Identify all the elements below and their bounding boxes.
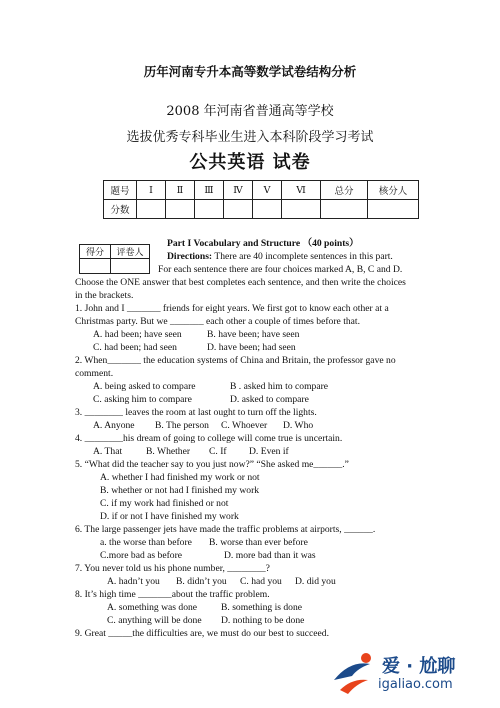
- grader-table-empty-cell: [111, 259, 150, 274]
- score-table-cell: 题号: [104, 181, 137, 200]
- question-stem: 4. ________his dream of going to college will come true is uncertain.: [75, 433, 343, 444]
- answer-option: C.more bad as before: [100, 550, 183, 561]
- score-table-cell: Ⅲ: [195, 181, 224, 200]
- answer-option: B. Whether: [146, 446, 191, 457]
- directions-line: in the brackets.: [75, 290, 134, 301]
- answer-option: B. something is done: [221, 602, 303, 613]
- answer-option: A. whether I had finished my work or not: [100, 472, 260, 483]
- directions-line: [167, 251, 393, 264]
- grader-table-cell: 评卷人: [111, 245, 150, 259]
- answer-option: a. the worse than before: [100, 537, 192, 548]
- score-table-empty-cell: [368, 200, 419, 219]
- question-stem: comment.: [75, 368, 114, 379]
- score-table-empty-cell: [253, 200, 282, 219]
- answer-option: D. Even if: [249, 446, 289, 457]
- score-table-cell: 核分人: [368, 181, 419, 200]
- directions-text: There are 40 incomplete sentences in this part.: [212, 251, 393, 262]
- exam-year-title: 2008 年河南省普通高等学校: [166, 104, 334, 119]
- answer-option: B. have been; have seen: [207, 329, 300, 340]
- watermark-brand: 爱 · 尬聊: [382, 656, 456, 677]
- grader-table-empty-cell: [80, 259, 111, 274]
- directions-line: For each sentence there are four choices marked A, B, C and D.: [158, 264, 403, 275]
- answer-option: D. if or not I have finished my work: [100, 511, 239, 522]
- exam-name-title: 选拔优秀专科毕业生进入本科阶段学习考试: [126, 130, 374, 145]
- answer-option: B. didn’t you: [176, 576, 227, 587]
- answer-option: A. being asked to compare: [93, 381, 196, 392]
- answer-option: A. Anyone: [93, 420, 135, 431]
- answer-option: C. asking him to compare: [93, 394, 192, 405]
- subject-title: 公共英语 试卷: [189, 152, 311, 173]
- answer-option: A. hadn’t you: [107, 576, 160, 587]
- question-stem: 5. “What did the teacher say to you just now?” “She asked me______.”: [75, 459, 349, 470]
- answer-option: A. something was done: [107, 602, 198, 613]
- score-table-empty-cell: [166, 200, 195, 219]
- score-table-cell: Ⅴ: [253, 181, 282, 200]
- question-stem: 9. Great _____the difficulties are, we must do our best to succeed.: [75, 628, 329, 639]
- answer-option: B. worse than ever before: [209, 537, 308, 548]
- score-table-score-row: [104, 200, 419, 219]
- question-stem: 3. ________ leaves the room at last ought to turn off the lights.: [75, 407, 317, 418]
- answer-option: C. if my work had finished or not: [100, 498, 229, 509]
- score-table-empty-cell: [321, 200, 368, 219]
- score-table-cell: Ⅵ: [282, 181, 321, 200]
- score-table-cell: Ⅳ: [224, 181, 253, 200]
- runner-icon: [330, 650, 380, 696]
- answer-option: B . asked him to compare: [230, 381, 329, 392]
- answer-option: D. did you: [295, 576, 336, 587]
- question-stem: 8. It’s high time _______about the traffic problem.: [75, 589, 270, 600]
- answer-option: D. Who: [283, 420, 314, 431]
- answer-option: B. The person: [155, 420, 209, 431]
- answer-option: C. anything will be done: [107, 615, 202, 626]
- score-table-empty-cell: [137, 200, 166, 219]
- question-stem: Christmas party. But we _______ each other a couple of times before that.: [75, 316, 360, 327]
- grader-table-cell: 得分: [80, 245, 111, 259]
- answer-option: D. have been; had seen: [207, 342, 296, 353]
- answer-option: D. nothing to be done: [221, 615, 305, 626]
- answer-option: C. Whoever: [221, 420, 268, 431]
- score-table-empty-cell: [282, 200, 321, 219]
- answer-option: C. had been; had seen: [93, 342, 177, 353]
- score-table-empty-cell: [224, 200, 253, 219]
- question-stem: 6. The large passenger jets have made the traffic problems at airports, ______.: [75, 524, 376, 535]
- answer-option: C. had you: [240, 576, 282, 587]
- watermark-logo: [330, 650, 480, 696]
- directions-label: Directions:: [167, 251, 213, 262]
- answer-option: D. asked to compare: [230, 394, 309, 405]
- score-table-empty-cell: [195, 200, 224, 219]
- answer-option: C. If: [209, 446, 227, 457]
- answer-option: A. had been; have seen: [93, 329, 182, 340]
- part-title: Part I Vocabulary and Structure （40 points）: [167, 238, 359, 249]
- answer-option: B. whether or not had I finished my work: [100, 485, 260, 496]
- answer-option: A. That: [93, 446, 123, 457]
- score-table: [103, 180, 419, 219]
- score-table-header-row: [104, 181, 419, 200]
- question-stem: 7. You never told us his phone number, ________?: [75, 563, 270, 574]
- score-table-cell: 分数: [104, 200, 137, 219]
- question-stem: 2. When_______ the education systems of China and Britain, the professor gave no: [75, 355, 396, 366]
- answer-option: D. more bad than it was: [224, 550, 316, 561]
- grader-table: [79, 244, 150, 274]
- watermark-url: igaliao.com: [378, 677, 453, 692]
- question-stem: 1. John and I _______ friends for eight years. We first got to know each other at a: [75, 303, 389, 314]
- directions-line: Choose the ONE answer that best completes each sentence, and then write the choices: [75, 277, 406, 288]
- document-top-title: 历年河南专升本高等数学试卷结构分析: [143, 64, 357, 79]
- score-table-cell: Ⅰ: [137, 181, 166, 200]
- score-table-cell: 总分: [321, 181, 368, 200]
- score-table-cell: Ⅱ: [166, 181, 195, 200]
